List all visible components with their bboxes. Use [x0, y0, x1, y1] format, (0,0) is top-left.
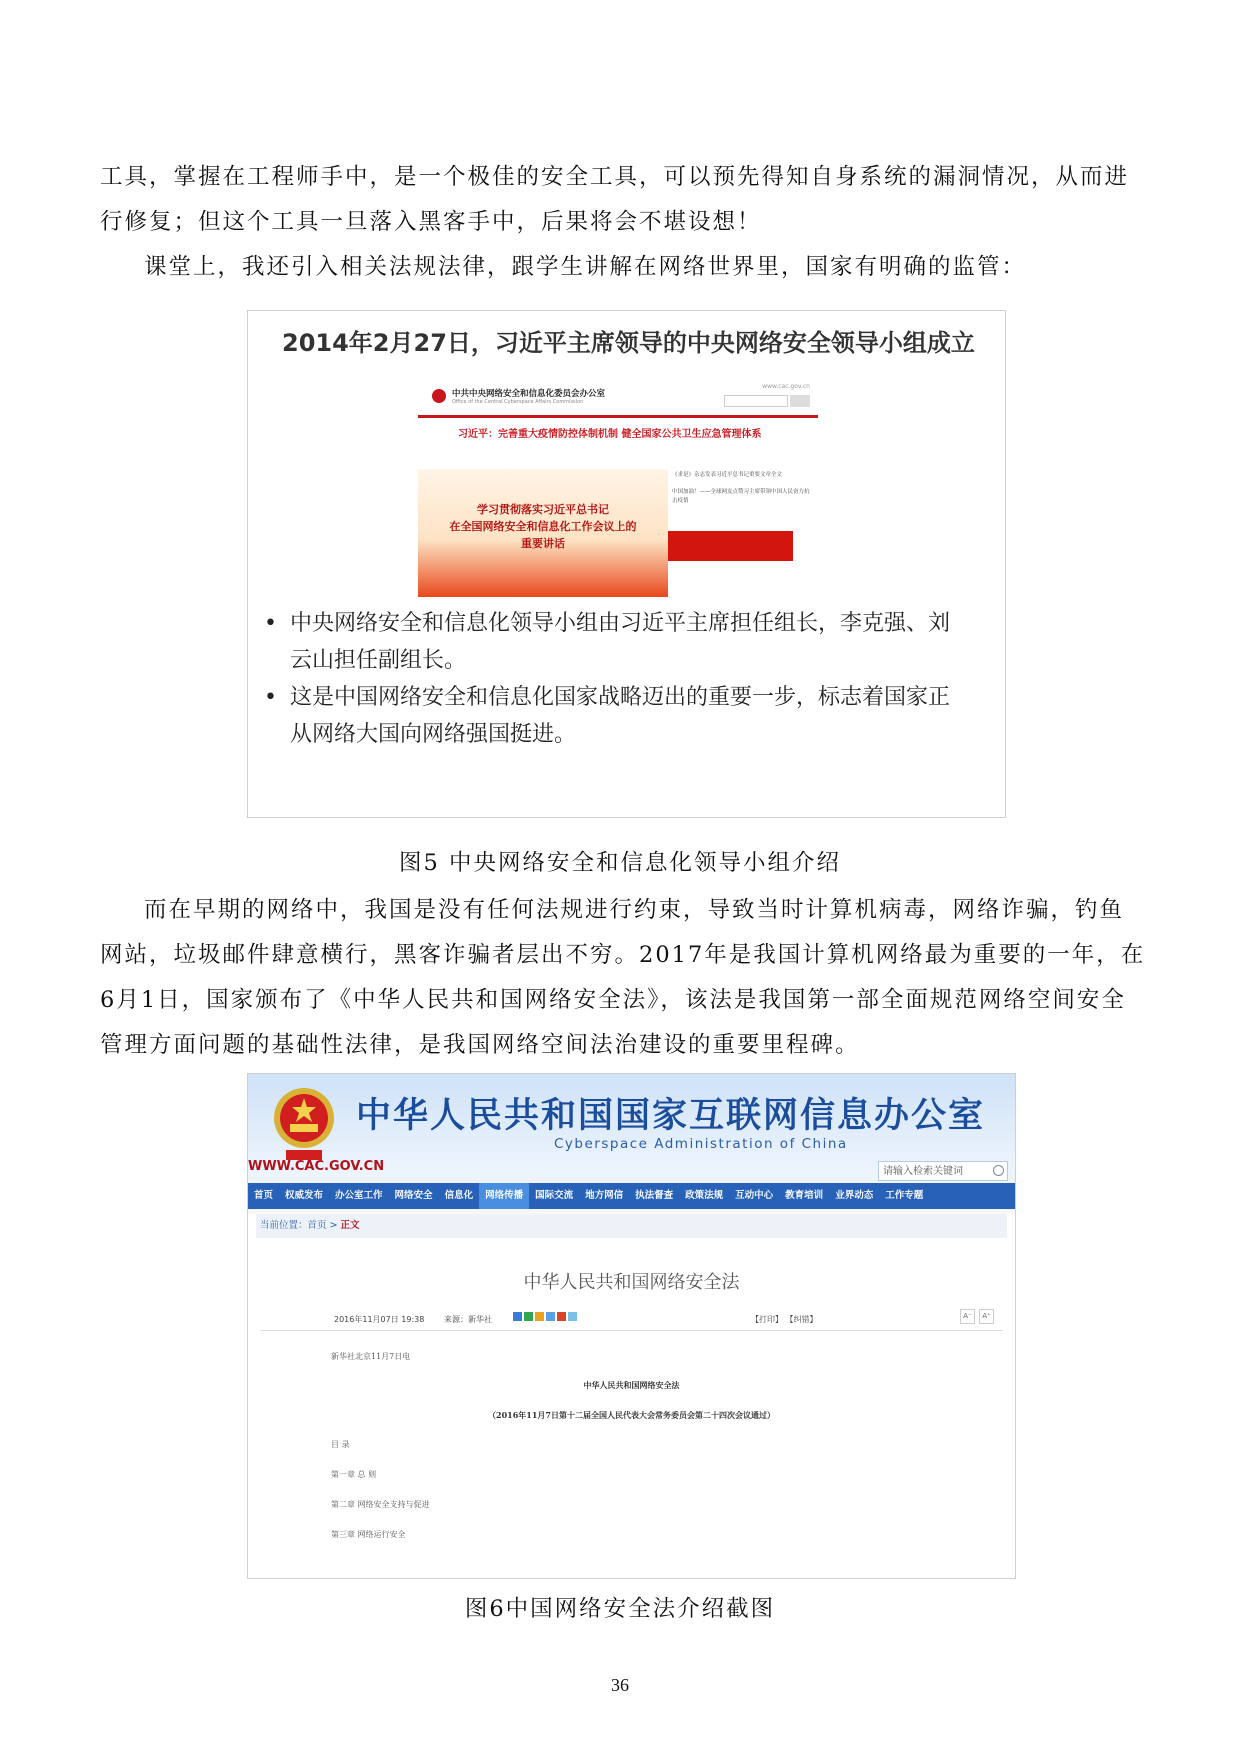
nav-item[interactable]: 地方网信: [585, 1190, 624, 1201]
site-header: 中共中央网络安全和信息化委员会办公室: [452, 389, 606, 399]
paragraph-line: 网站，垃圾邮件肆意横行，黑客诈骗者层出不穷。2017年是我国计算机网络最为重要的一年，在: [100, 942, 1146, 968]
article-title: 中华人民共和国网络安全法: [523, 1272, 740, 1293]
nav-item[interactable]: 首页: [254, 1190, 274, 1201]
site-title: 中华人民共和国国家互联网信息办公室: [356, 1096, 986, 1136]
nav-item[interactable]: 执法督查: [635, 1190, 674, 1201]
bullet-item: [260, 679, 1000, 753]
slide-title: 2014年2月27日，习近平主席领导的中央网络安全领导小组成立: [282, 329, 975, 357]
divider: [418, 415, 818, 418]
headline: 习近平：完善重大疫情防控体制机制 健全国家公共卫生应急管理体系: [458, 429, 762, 440]
toc-item[interactable]: 第一章 总 则: [331, 1470, 377, 1479]
share-icon[interactable]: [557, 1312, 566, 1321]
bullet-line: 云山担任副组长。: [290, 648, 467, 673]
paragraph-line: 行修复；但这个工具一旦落入黑客手中，后果将会不堪设想！: [100, 209, 762, 235]
toc-item[interactable]: 第三章 网络运行安全: [331, 1530, 406, 1539]
search-input[interactable]: [878, 1161, 1008, 1181]
nav-item[interactable]: 政策法规: [685, 1190, 724, 1201]
share-icon[interactable]: [546, 1312, 555, 1321]
search-icon[interactable]: [993, 1165, 1004, 1176]
figure5-slide: [247, 310, 1006, 818]
paragraph-line: 课堂上，我还引入相关法规法律，跟学生讲解在网络世界里，国家有明确的监管：: [144, 254, 1027, 280]
nav-item[interactable]: 办公室工作: [335, 1190, 383, 1201]
font-decrease-icon[interactable]: A⁻: [960, 1309, 975, 1324]
side-news-list: [672, 471, 812, 514]
main-nav: [248, 1183, 1015, 1209]
paragraph-line: 6月1日，国家颁布了《中华人民共和国网络安全法》，该法是我国第一部全面规范网络空间安全: [100, 987, 1126, 1013]
list-item: 中国加油！——全球网友点赞习主席带领中国人民奋力抗击疫情: [672, 489, 810, 504]
share-icon[interactable]: [524, 1312, 533, 1321]
banner-line: 学习贯彻落实习近平总书记: [477, 503, 609, 516]
nav-item[interactable]: 网络安全: [394, 1190, 433, 1201]
share-icon[interactable]: [513, 1312, 522, 1321]
site-url: www.cac.gov.cn: [762, 383, 810, 390]
figure6-website: [247, 1073, 1016, 1579]
paragraph-line: 而在早期的网络中，我国是没有任何法规进行约束，导致当时计算机病毒，网络诈骗，钓鱼: [144, 897, 1125, 923]
paragraph-line: 管理方面问题的基础性法律，是我国网络空间法治建设的重要里程碑。: [100, 1032, 860, 1058]
breadcrumb-path[interactable]: 当前位置：首页 >: [260, 1220, 341, 1231]
font-size-controls: [960, 1309, 994, 1324]
share-icon[interactable]: [535, 1312, 544, 1321]
bullet-line: • 这是中国网络安全和信息化国家战略迈出的重要一步，标志着国家正: [290, 685, 951, 710]
paragraph-line: 工具，掌握在工程师手中，是一个极佳的安全工具，可以预先得知自身系统的漏洞情况，从而进: [100, 164, 1130, 190]
search-placeholder: 请输入检索关键词: [883, 1166, 963, 1177]
breadcrumb-current: 正文: [340, 1220, 360, 1231]
page-number: 36: [611, 1675, 629, 1695]
nav-item[interactable]: 权威发布: [285, 1190, 324, 1201]
law-note: （2016年11月7日第十二届全国人民代表大会常务委员会第二十四次会议通过）: [488, 1410, 775, 1420]
nav-item[interactable]: 互动中心: [735, 1190, 774, 1201]
site-title-en: Cyberspace Administration of China: [554, 1136, 848, 1152]
banner-line: 在全国网络安全和信息化工作会议上的: [449, 520, 637, 533]
site-header-en: Office of the Central Cyberspace Affairs Commission: [452, 399, 584, 405]
national-emblem-icon: [270, 1084, 338, 1166]
figure5-caption: 图5 中央网络安全和信息化领导小组介绍: [399, 850, 841, 876]
nav-item[interactable]: 工作专题: [885, 1190, 924, 1201]
share-icon[interactable]: [568, 1312, 577, 1321]
dateline: 新华社北京11月7日电: [331, 1352, 411, 1361]
share-icons: [513, 1312, 577, 1321]
red-banner: [668, 531, 793, 561]
nav-item[interactable]: 网络传播: [479, 1183, 529, 1209]
banner-line: 重要讲话: [521, 537, 565, 550]
print-links[interactable]: 【打印】 【纠错】: [751, 1315, 818, 1324]
nav-item[interactable]: 信息化: [444, 1190, 474, 1201]
bullet-line: 从网络大国向网络强国挺进。: [290, 722, 577, 747]
bullet-line: • 中央网络安全和信息化领导小组由习近平主席担任组长，李克强、刘: [290, 611, 951, 636]
article-source: 来源：新华社: [444, 1315, 492, 1324]
party-emblem-icon: [432, 389, 446, 403]
nav-item[interactable]: 教育培训: [785, 1190, 824, 1201]
font-increase-icon[interactable]: A⁺: [979, 1309, 994, 1324]
divider: [260, 1330, 1003, 1331]
search-input: [724, 395, 788, 407]
breadcrumb: [256, 1214, 1007, 1238]
site-url: WWW.CAC.GOV.CN: [248, 1159, 385, 1174]
cac-website-screenshot: [418, 381, 818, 603]
article-date: 2016年11月07日 19:38: [334, 1315, 425, 1324]
feature-banner: [418, 469, 668, 597]
search-button: [790, 395, 810, 407]
nav-item[interactable]: 国际交流: [535, 1190, 574, 1201]
law-title: 中华人民共和国网络安全法: [583, 1380, 680, 1390]
bullet-item: [260, 605, 1000, 679]
toc-item[interactable]: 第二章 网络安全支持与促进: [331, 1500, 430, 1509]
toc-heading: 目 录: [331, 1440, 350, 1449]
bullet-list: [260, 605, 1000, 753]
nav-item[interactable]: 业界动态: [835, 1190, 874, 1201]
figure6-caption: 图6中国网络安全法介绍截图: [464, 1596, 776, 1622]
list-item: 《求是》杂志发表习近平总书记重要文章全文: [672, 472, 783, 478]
